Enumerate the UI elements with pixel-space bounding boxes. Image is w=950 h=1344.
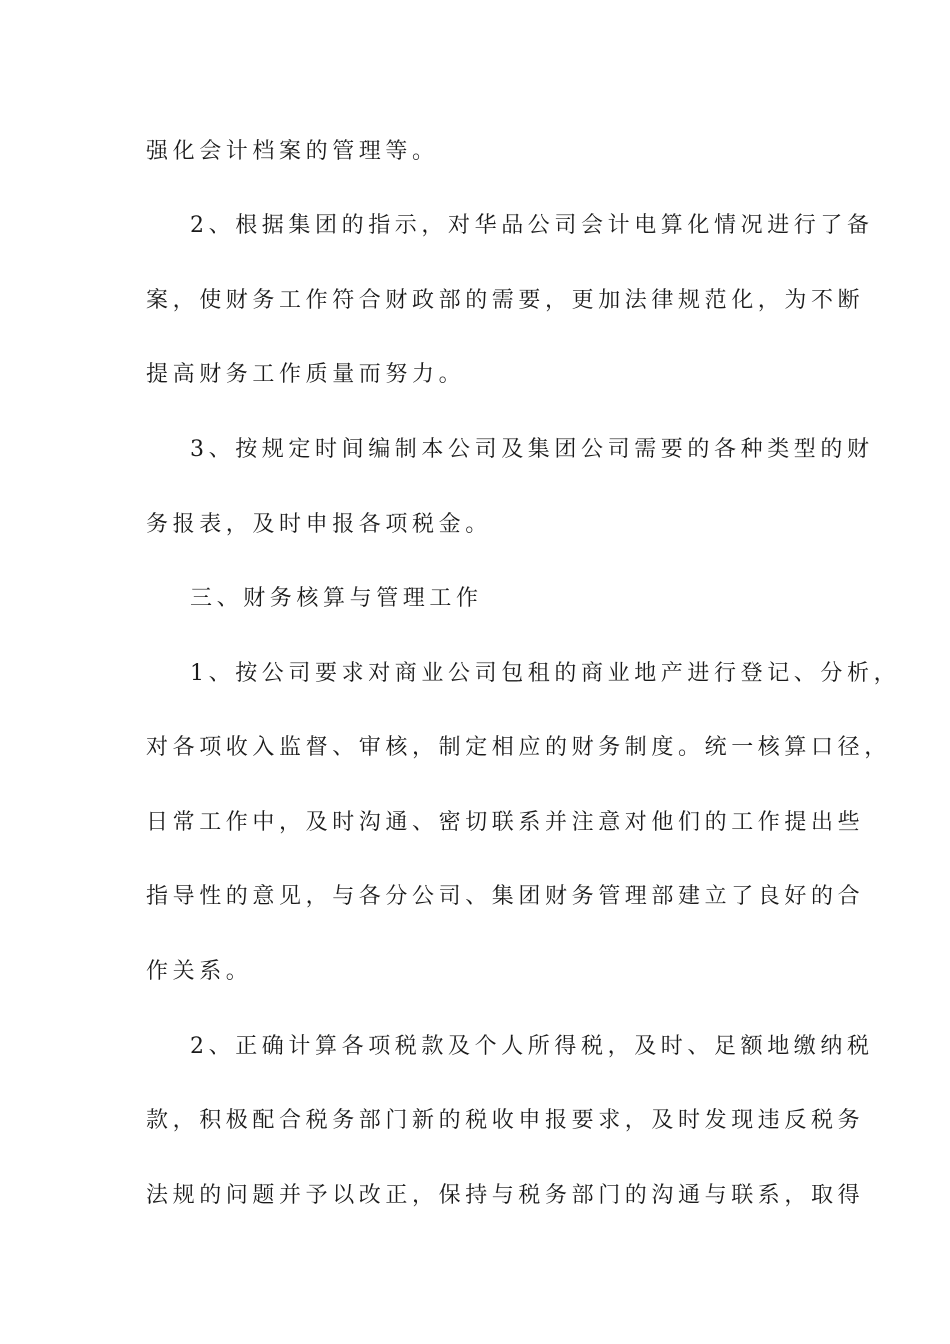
paragraph-line: 款，积极配合税务部门新的税收申报要求，及时发现违反税务 [146,1108,865,1133]
paragraph-line: 案，使财务工作符合财政部的需要，更加法律规范化，为不断 [146,288,865,313]
paragraph-line: 2、根据集团的指示，对华品公司会计电算化情况进行了备 [190,213,874,238]
paragraph-line: 指导性的意见，与各分公司、集团财务管理部建立了良好的合 [146,884,865,909]
paragraph-line: 务报表，及时申报各项税金。 [146,512,492,537]
paragraph-line: 作关系。 [146,959,253,984]
paragraph-line: 3、按规定时间编制本公司及集团公司需要的各种类型的财 [190,437,874,462]
paragraph-line: 对各项收入监督、审核，制定相应的财务制度。统一核算口径， [146,735,891,760]
paragraph-line: 提高财务工作质量而努力。 [146,362,466,387]
paragraph-line: 法规的问题并予以改正，保持与税务部门的沟通与联系，取得 [146,1183,865,1208]
paragraph-line: 1、按公司要求对商业公司包租的商业地产进行登记、分析， [190,661,901,686]
paragraph-line: 日常工作中，及时沟通、密切联系并注意对他们的工作提出些 [146,810,865,835]
paragraph-line: 2、正确计算各项税款及个人所得税，及时、足额地缴纳税 [190,1034,874,1059]
section-heading: 三、财务核算与管理工作 [190,586,483,611]
paragraph-line: 强化会计档案的管理等。 [146,139,439,164]
